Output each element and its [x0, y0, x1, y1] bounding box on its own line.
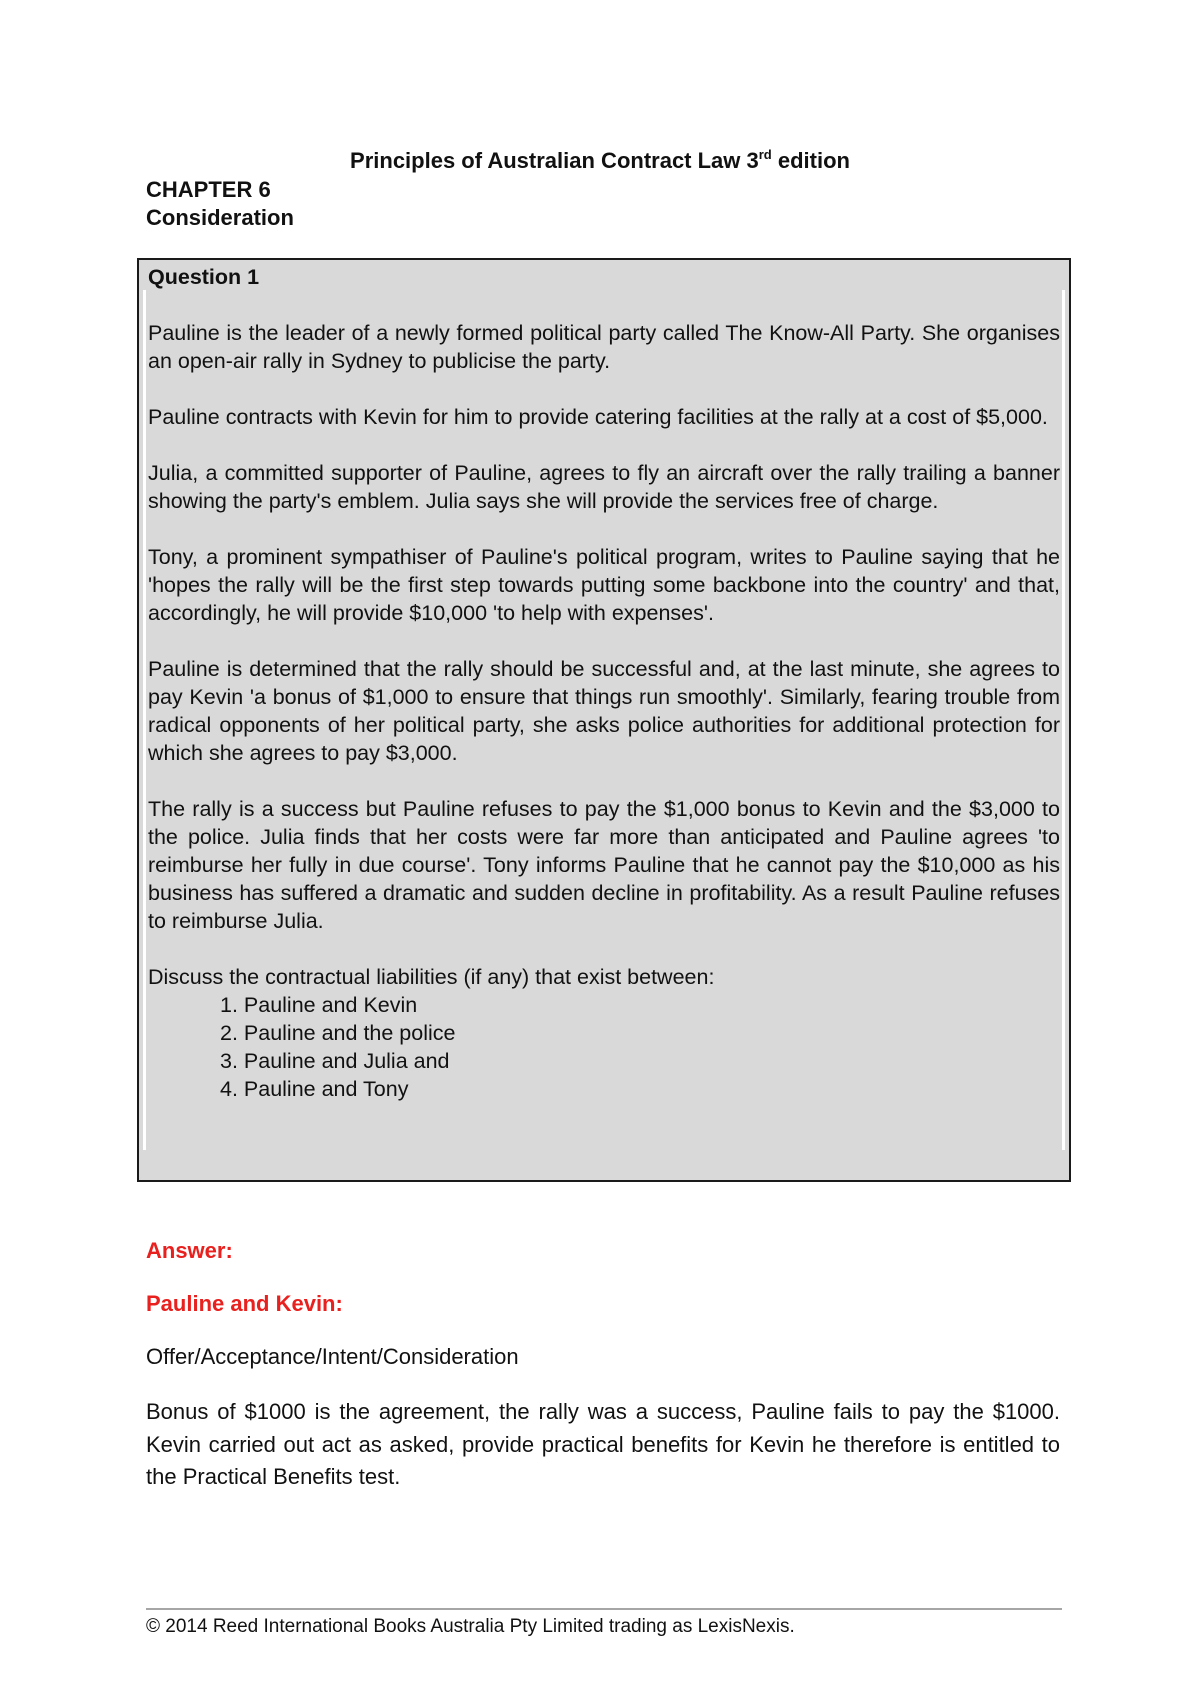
answer-heading: Answer: [146, 1238, 233, 1263]
answer-elements: Offer/Acceptance/Intent/Consideration [146, 1344, 519, 1369]
footer-divider [146, 1608, 1062, 1610]
question-paragraph: The rally is a success but Pauline refuses to pay the $1,000 bonus to Kevin and the $3,000 to the police. Julia finds that her costs were far more than anticipated and Pauline agrees 'to reimburse her fully in due course'. Tony informs Pauline that he cannot pay the $10,000 as his business has suffered a dramatic and sudden decline in profitability. As a result Pauline refuses to reimburse Julia. [148, 797, 1060, 933]
box-inner-edge-left [143, 290, 146, 1150]
question-content [148, 263, 1060, 1103]
footer-copyright: © 2014 Reed International Books Australia Pty Limited trading as LexisNexis. [146, 1616, 795, 1637]
book-title [0, 147, 1200, 174]
box-inner-edge-right [1062, 290, 1065, 1150]
chapter-number: CHAPTER 6 [146, 177, 271, 202]
book-title-superscript: rd [758, 147, 772, 162]
chapter-topic: Consideration [146, 205, 294, 230]
list-item: 1. Pauline and Kevin [220, 993, 418, 1017]
question-paragraph: Pauline is determined that the rally should be successful and, at the last minute, she agrees to pay Kevin 'a bonus of $1,000 to ensure that things run smoothly'. Similarly, fearing trouble from radical opponents of her political party, she asks police authorities for additional protection for which she agrees to pay $3,000. [148, 657, 1060, 765]
book-title-main: Principles of Australian Contract Law 3 [350, 148, 759, 173]
chapter-heading [146, 176, 294, 232]
question-paragraph: Pauline contracts with Kevin for him to provide catering facilities at the rally at a cost of $5,000. [148, 405, 1048, 429]
question-paragraph: Julia, a committed supporter of Pauline, agrees to fly an aircraft over the rally trailing a banner showing the party's emblem. Julia says she will provide the services free of charge. [148, 461, 1060, 513]
list-item: 4. Pauline and Tony [220, 1077, 409, 1101]
question-heading: Question 1 [148, 265, 260, 289]
list-item: 2. Pauline and the police [220, 1021, 456, 1045]
question-paragraph: Pauline is the leader of a newly formed political party called The Know-All Party. She organises an open-air rally in Sydney to publicise the party. [148, 321, 1060, 373]
answer-subheading: Pauline and Kevin: [146, 1291, 343, 1316]
question-paragraph: Tony, a prominent sympathiser of Pauline's political program, writes to Pauline saying that he 'hopes the rally will be the first step towards putting some backbone into the country' and that, accordingly, he will provide $10,000 'to help with expenses'. [148, 545, 1060, 625]
question-discuss-prompt: Discuss the contractual liabilities (if any) that exist between: [148, 965, 715, 989]
book-title-end: edition [771, 148, 850, 173]
answer-paragraph: Bonus of $1000 is the agreement, the rally was a success, Pauline fails to pay the $1000. Kevin carried out act as asked, provide practical benefits for Kevin he therefore is entitled to the Practical Benefits test. [146, 1399, 1060, 1489]
question-box [137, 258, 1071, 1182]
question-party-list [148, 991, 1060, 1103]
list-item: 3. Pauline and Julia and [220, 1049, 450, 1073]
